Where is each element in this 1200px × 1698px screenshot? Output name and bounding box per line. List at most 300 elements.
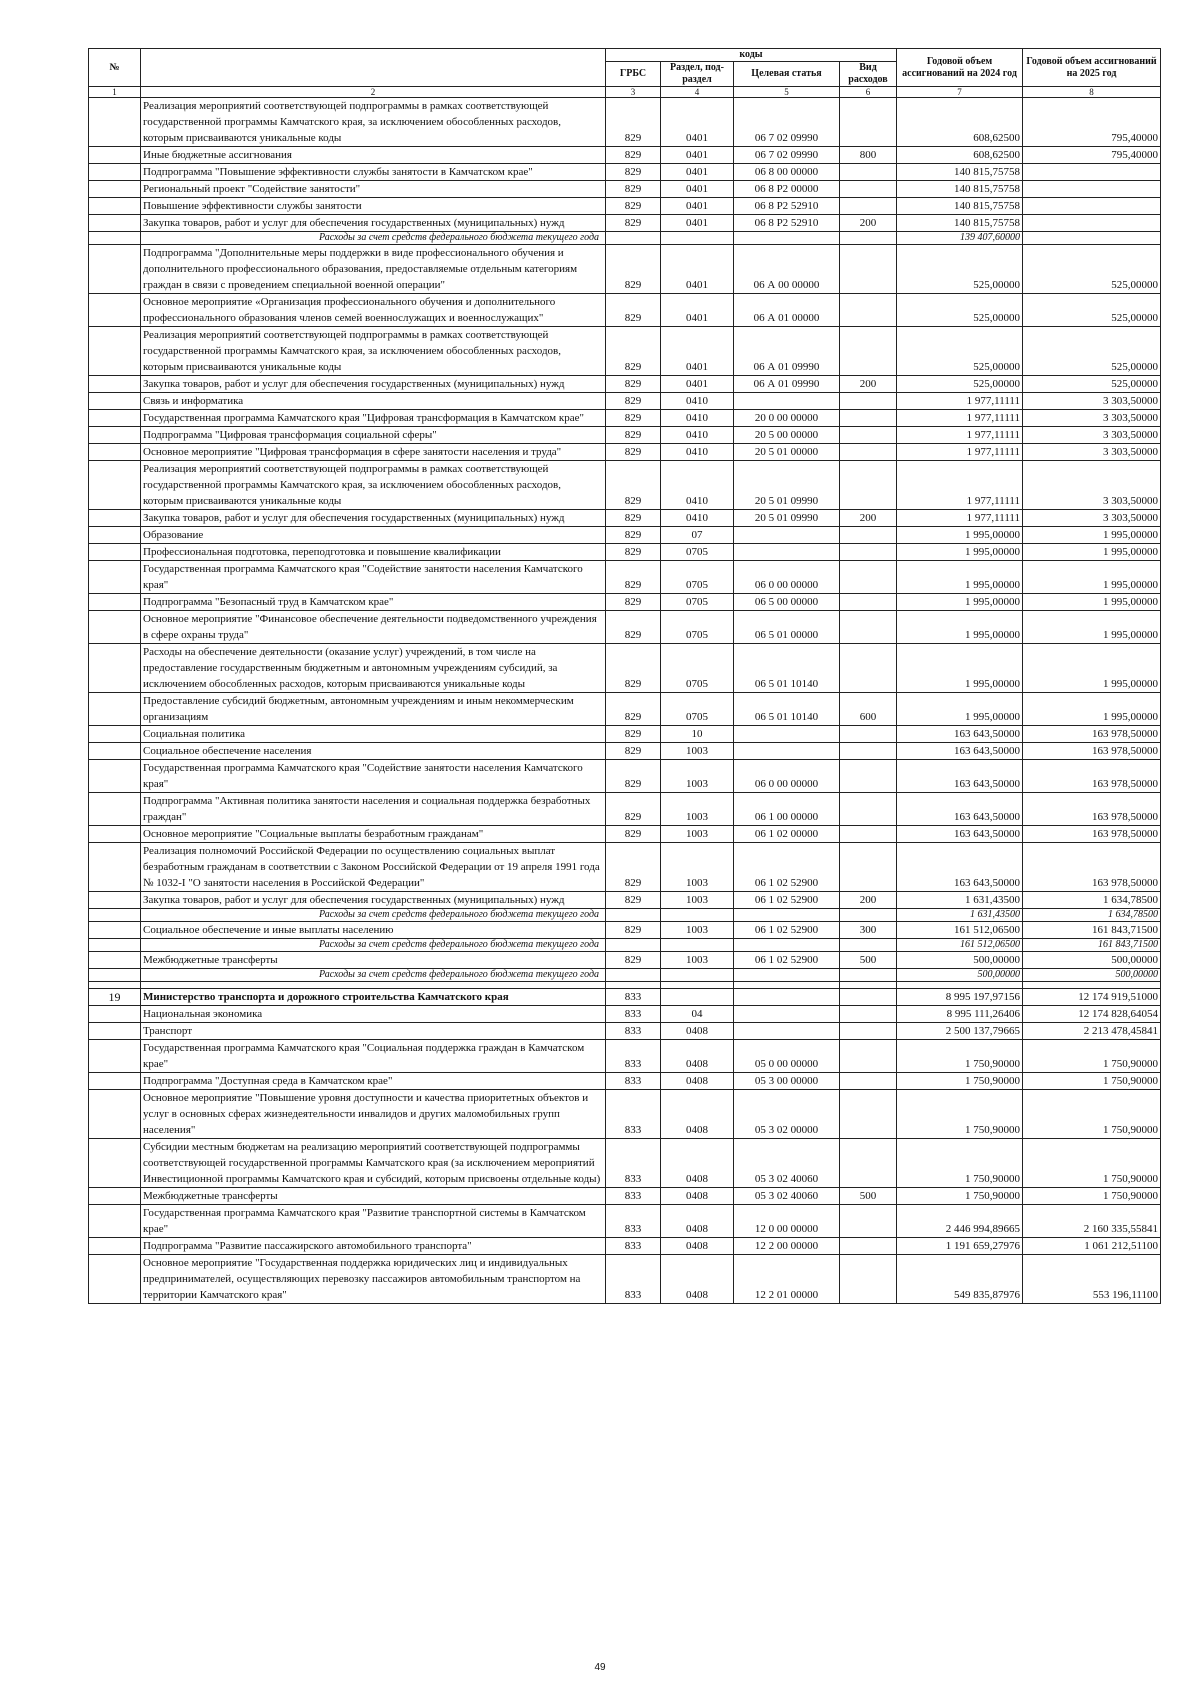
row-target [734,989,840,1006]
row-amount-2024: 1 631,43500 [897,909,1023,922]
row-amount-2024: 1 977,11111 [897,444,1023,461]
row-amount-2025: 1 750,90000 [1023,1090,1161,1139]
budget-table [88,48,1161,1304]
row-name: Основное мероприятие "Цифровая трансформация в сфере занятости населения и труда" [141,444,606,461]
row-amount-2025: 1 750,90000 [1023,1139,1161,1188]
row-grbs: 829 [606,826,661,843]
table-row [89,793,1161,826]
row-number [89,939,141,952]
row-target: 20 5 01 09990 [734,461,840,510]
row-amount-2024: 1 977,11111 [897,393,1023,410]
row-kind [840,1073,897,1090]
header-kind: Вид расходов [840,62,897,87]
row-section: 0401 [661,164,734,181]
row-kind [840,611,897,644]
row-amount-2025: 12 174 828,64054 [1023,1006,1161,1023]
row-amount-2025: 163 978,50000 [1023,826,1161,843]
row-grbs: 833 [606,1073,661,1090]
row-grbs: 829 [606,510,661,527]
header-2024: Годовой объем ассигнований на 2024 год [897,49,1023,87]
row-section: 0408 [661,1255,734,1304]
row-section [661,909,734,922]
row-kind [840,793,897,826]
row-section: 1003 [661,743,734,760]
row-target: 06 1 02 52900 [734,892,840,909]
row-name: Подпрограмма "Повышение эффективности службы занятости в Камчатском крае" [141,164,606,181]
spacer-cell [734,982,840,989]
table-row [89,410,1161,427]
table-row [89,726,1161,743]
row-target [734,393,840,410]
table-row [89,952,1161,969]
row-amount-2025 [1023,232,1161,245]
table-row [89,215,1161,232]
row-grbs [606,939,661,952]
row-amount-2025: 1 995,00000 [1023,594,1161,611]
header-grbs: ГРБС [606,62,661,87]
row-number [89,826,141,843]
row-amount-2024: 500,00000 [897,952,1023,969]
row-grbs: 829 [606,294,661,327]
header-index-7: 7 [897,87,1023,98]
row-kind [840,909,897,922]
header-index-2: 2 [141,87,606,98]
row-name: Расходы на обеспечение деятельности (оказание услуг) учреждений, в том числе на предоставление государственным бюджетным и автономным учреждениям субсидий, за исключением обособленных расходов, которым присваиваются уникальные коды [141,644,606,693]
row-target: 05 3 02 40060 [734,1188,840,1205]
table-row [89,98,1161,147]
row-name: Подпрограмма "Цифровая трансформация социальной сферы" [141,427,606,444]
row-kind: 300 [840,922,897,939]
row-grbs: 833 [606,989,661,1006]
row-grbs: 829 [606,892,661,909]
row-number [89,760,141,793]
row-kind [840,444,897,461]
row-amount-2025: 1 634,78500 [1023,892,1161,909]
row-kind [840,969,897,982]
row-amount-2024: 139 407,60000 [897,232,1023,245]
row-amount-2025: 1 634,78500 [1023,909,1161,922]
header-index-3: 3 [606,87,661,98]
row-target: 06 5 01 10140 [734,644,840,693]
row-kind [840,726,897,743]
row-name: Субсидии местным бюджетам на реализацию мероприятий соответствующей подпрограммы соответствующей государственной программы Камчатского края (за исключением мероприятий Инвестиционной программы Камчатского края и субсидий, которым присвоены отдельные коды) [141,1139,606,1188]
row-amount-2025: 2 160 335,55841 [1023,1205,1161,1238]
table-row [89,1040,1161,1073]
row-amount-2024: 525,00000 [897,327,1023,376]
row-amount-2025: 795,40000 [1023,147,1161,164]
row-amount-2025: 1 995,00000 [1023,693,1161,726]
row-amount-2025: 525,00000 [1023,245,1161,294]
row-name: Закупка товаров, работ и услуг для обеспечения государственных (муниципальных) нужд [141,892,606,909]
row-name: Предоставление субсидий бюджетным, автономным учреждениям и иным некоммерческим организациям [141,693,606,726]
row-kind [840,826,897,843]
row-amount-2024: 8 995 111,26406 [897,1006,1023,1023]
row-number [89,952,141,969]
row-number [89,164,141,181]
row-kind [840,1139,897,1188]
row-number [89,743,141,760]
table-row [89,164,1161,181]
table-row [89,245,1161,294]
federal-budget-row [89,939,1161,952]
table-row [89,843,1161,892]
row-section: 0705 [661,594,734,611]
row-amount-2024: 8 995 197,97156 [897,989,1023,1006]
row-kind: 800 [840,147,897,164]
row-amount-2025: 1 995,00000 [1023,561,1161,594]
row-section: 0401 [661,181,734,198]
row-grbs: 829 [606,444,661,461]
row-section: 0408 [661,1040,734,1073]
row-number [89,1188,141,1205]
row-kind [840,232,897,245]
row-number [89,245,141,294]
row-section: 0401 [661,294,734,327]
row-amount-2024: 161 512,06500 [897,922,1023,939]
row-number [89,1090,141,1139]
row-amount-2024: 1 750,90000 [897,1188,1023,1205]
row-name: Расходы за счет средств федерального бюджета текущего года [141,939,606,952]
row-section: 1003 [661,952,734,969]
page-number: 49 [594,1662,606,1673]
row-number [89,594,141,611]
row-target: 06 8 00 00000 [734,164,840,181]
spacer-cell [89,982,141,989]
row-amount-2025: 161 843,71500 [1023,922,1161,939]
row-target: 12 0 00 00000 [734,1205,840,1238]
row-target: 06 7 02 09990 [734,147,840,164]
row-section: 0408 [661,1205,734,1238]
row-target [734,544,840,561]
row-number [89,427,141,444]
table-row [89,294,1161,327]
row-name: Основное мероприятие "Государственная поддержка юридических лиц и индивидуальных предпринимателей, осуществляющих перевозку пассажиров автомобильным транспортом на территории Камчатского края" [141,1255,606,1304]
header-index-1: 1 [89,87,141,98]
row-name: Основное мероприятие "Финансовое обеспечение деятельности подведомственного учреждения в сфере охраны труда" [141,611,606,644]
row-section: 0410 [661,461,734,510]
row-amount-2025: 163 978,50000 [1023,743,1161,760]
row-section: 0410 [661,427,734,444]
row-kind [840,1090,897,1139]
table-row [89,444,1161,461]
row-kind [840,544,897,561]
row-name: Закупка товаров, работ и услуг для обеспечения государственных (муниципальных) нужд [141,376,606,393]
row-amount-2024: 1 191 659,27976 [897,1238,1023,1255]
row-section: 0401 [661,376,734,393]
row-grbs: 829 [606,843,661,892]
row-target: 06 А 01 09990 [734,327,840,376]
row-amount-2025: 1 995,00000 [1023,544,1161,561]
row-kind: 500 [840,952,897,969]
row-amount-2024: 163 643,50000 [897,726,1023,743]
row-kind [840,327,897,376]
row-grbs: 829 [606,427,661,444]
table-row [89,181,1161,198]
row-section: 1003 [661,892,734,909]
row-name: Расходы за счет средств федерального бюджета текущего года [141,232,606,245]
row-amount-2024: 1 977,11111 [897,410,1023,427]
row-amount-2024: 163 643,50000 [897,843,1023,892]
table-row [89,693,1161,726]
row-section: 0705 [661,561,734,594]
row-section: 0401 [661,215,734,232]
row-target: 12 2 00 00000 [734,1238,840,1255]
row-section: 1003 [661,760,734,793]
row-number [89,611,141,644]
row-target [734,743,840,760]
row-number [89,1073,141,1090]
header-index-5: 5 [734,87,840,98]
budget-table-sheet [88,48,1160,1304]
row-kind [840,760,897,793]
row-name: Закупка товаров, работ и услуг для обеспечения государственных (муниципальных) нужд [141,215,606,232]
row-amount-2024: 2 446 994,89665 [897,1205,1023,1238]
row-kind [840,1238,897,1255]
row-amount-2024: 163 643,50000 [897,760,1023,793]
row-kind [840,527,897,544]
table-row [89,743,1161,760]
row-kind [840,98,897,147]
row-target: 06 1 00 00000 [734,793,840,826]
row-section: 07 [661,527,734,544]
row-kind [840,989,897,1006]
row-number [89,892,141,909]
row-name: Иные бюджетные ассигнования [141,147,606,164]
row-number [89,1139,141,1188]
row-number: 19 [89,989,141,1006]
row-name: Социальное обеспечение населения [141,743,606,760]
row-number [89,147,141,164]
row-name: Реализация полномочий Российской Федерации по осуществлению социальных выплат безработным гражданам в соответствии с Законом Российской Федерации от 19 апреля 1991 года № 1032-I "О занятости населения в Российской Федерации" [141,843,606,892]
row-section: 0410 [661,444,734,461]
row-grbs: 829 [606,922,661,939]
row-amount-2024: 140 815,75758 [897,164,1023,181]
row-amount-2025: 1 995,00000 [1023,611,1161,644]
row-number [89,294,141,327]
row-kind [840,245,897,294]
table-row [89,561,1161,594]
row-grbs: 829 [606,793,661,826]
table-row [89,1090,1161,1139]
table-row [89,1238,1161,1255]
row-number [89,1205,141,1238]
row-amount-2025: 1 995,00000 [1023,644,1161,693]
row-target: 06 5 00 00000 [734,594,840,611]
row-grbs: 829 [606,726,661,743]
row-name: Подпрограмма "Безопасный труд в Камчатском крае" [141,594,606,611]
row-number [89,393,141,410]
row-amount-2024: 525,00000 [897,376,1023,393]
table-row [89,510,1161,527]
row-section: 1003 [661,843,734,892]
row-amount-2025: 3 303,50000 [1023,444,1161,461]
table-row [89,327,1161,376]
row-section: 04 [661,1006,734,1023]
row-section: 0410 [661,510,734,527]
row-target [734,1023,840,1040]
row-amount-2025: 1 750,90000 [1023,1188,1161,1205]
row-amount-2024: 1 977,11111 [897,427,1023,444]
row-amount-2025: 163 978,50000 [1023,726,1161,743]
row-section [661,989,734,1006]
row-amount-2025: 1 061 212,51100 [1023,1238,1161,1255]
row-target: 06 7 02 09990 [734,98,840,147]
table-row [89,376,1161,393]
row-number [89,561,141,594]
spacer-cell [606,982,661,989]
row-name: Подпрограмма "Активная политика занятости населения и социальная поддержка безработных граждан" [141,793,606,826]
row-kind [840,1023,897,1040]
row-amount-2024: 1 631,43500 [897,892,1023,909]
row-grbs: 833 [606,1090,661,1139]
table-row [89,1205,1161,1238]
row-grbs: 833 [606,1023,661,1040]
row-target: 06 0 00 00000 [734,760,840,793]
row-number [89,644,141,693]
table-row [89,922,1161,939]
row-amount-2024: 163 643,50000 [897,793,1023,826]
table-row [89,198,1161,215]
row-amount-2024: 140 815,75758 [897,181,1023,198]
row-target: 06 8 P2 00000 [734,181,840,198]
row-amount-2024: 1 995,00000 [897,544,1023,561]
row-grbs: 829 [606,215,661,232]
row-section: 0408 [661,1090,734,1139]
row-kind [840,410,897,427]
table-row [89,989,1161,1006]
table-row [89,461,1161,510]
row-amount-2024: 1 995,00000 [897,693,1023,726]
row-kind: 200 [840,510,897,527]
row-number [89,181,141,198]
row-amount-2025: 3 303,50000 [1023,461,1161,510]
row-section: 0401 [661,198,734,215]
budget-table-body [89,98,1161,1304]
row-amount-2024: 1 995,00000 [897,561,1023,594]
row-section: 0705 [661,544,734,561]
row-name: Основное мероприятие "Повышение уровня доступности и качества приоритетных объектов и услуг в основных сферах жизнедеятельности инвалидов и других маломобильных групп населения" [141,1090,606,1139]
federal-budget-row [89,969,1161,982]
row-kind [840,461,897,510]
table-row [89,1139,1161,1188]
row-number [89,461,141,510]
row-name: Подпрограмма "Дополнительные меры поддержки в виде профессионального обучения и дополнительного профессионального образования, предоставляемые отдельным категориям граждан в связи с проведением специальной военной операции" [141,245,606,294]
row-grbs [606,232,661,245]
row-target [734,969,840,982]
row-section: 0401 [661,147,734,164]
header-no: № [89,49,141,87]
row-number [89,327,141,376]
row-grbs [606,969,661,982]
row-kind [840,1255,897,1304]
row-target: 06 А 01 09990 [734,376,840,393]
row-amount-2025: 3 303,50000 [1023,410,1161,427]
row-amount-2024: 140 815,75758 [897,198,1023,215]
row-amount-2025: 1 995,00000 [1023,527,1161,544]
row-number [89,376,141,393]
row-amount-2024: 1 977,11111 [897,461,1023,510]
row-grbs: 829 [606,594,661,611]
row-amount-2025: 3 303,50000 [1023,393,1161,410]
row-grbs: 829 [606,245,661,294]
federal-budget-row [89,909,1161,922]
row-grbs: 833 [606,1006,661,1023]
row-amount-2024: 608,62500 [897,147,1023,164]
row-grbs: 829 [606,461,661,510]
row-grbs: 833 [606,1255,661,1304]
table-row [89,1006,1161,1023]
row-target [734,1006,840,1023]
spacer-cell [1023,982,1161,989]
row-grbs: 829 [606,561,661,594]
table-row [89,644,1161,693]
row-amount-2025: 161 843,71500 [1023,939,1161,952]
row-number [89,1006,141,1023]
row-kind [840,181,897,198]
spacer-cell [661,982,734,989]
row-amount-2025: 795,40000 [1023,98,1161,147]
row-amount-2025: 1 750,90000 [1023,1040,1161,1073]
table-row [89,427,1161,444]
table-row [89,393,1161,410]
row-name: Министерство транспорта и дорожного строительства Камчатского края [141,989,606,1006]
row-grbs: 829 [606,410,661,427]
row-grbs: 829 [606,376,661,393]
row-grbs: 833 [606,1040,661,1073]
row-amount-2024: 525,00000 [897,245,1023,294]
row-amount-2024: 525,00000 [897,294,1023,327]
row-number [89,1238,141,1255]
row-amount-2024: 1 977,11111 [897,510,1023,527]
row-amount-2025: 2 213 478,45841 [1023,1023,1161,1040]
row-kind [840,939,897,952]
row-number [89,544,141,561]
row-target: 05 3 02 40060 [734,1139,840,1188]
row-number [89,909,141,922]
row-target: 12 2 01 00000 [734,1255,840,1304]
row-number [89,1023,141,1040]
header-index-4: 4 [661,87,734,98]
row-amount-2025: 525,00000 [1023,294,1161,327]
row-name: Государственная программа Камчатского края "Содействие занятости населения Камчатского края" [141,760,606,793]
row-kind: 500 [840,1188,897,1205]
table-row [89,527,1161,544]
row-amount-2025: 3 303,50000 [1023,510,1161,527]
table-row [89,760,1161,793]
row-kind [840,1006,897,1023]
row-name: Подпрограмма "Доступная среда в Камчатском крае" [141,1073,606,1090]
row-grbs: 833 [606,1238,661,1255]
row-target: 06 1 02 52900 [734,952,840,969]
row-amount-2024: 140 815,75758 [897,215,1023,232]
header-index-8: 8 [1023,87,1161,98]
row-kind [840,1040,897,1073]
row-section: 0408 [661,1073,734,1090]
federal-budget-row [89,232,1161,245]
row-name: Социальное обеспечение и иные выплаты населению [141,922,606,939]
row-target: 05 3 02 00000 [734,1090,840,1139]
row-name: Социальная политика [141,726,606,743]
row-amount-2025: 500,00000 [1023,969,1161,982]
row-target: 06 А 00 00000 [734,245,840,294]
row-number [89,922,141,939]
row-section [661,969,734,982]
row-amount-2024: 1 750,90000 [897,1073,1023,1090]
spacer-cell [840,982,897,989]
row-amount-2024: 1 995,00000 [897,527,1023,544]
header-2025: Годовой объем ассигнований на 2025 год [1023,49,1161,87]
row-amount-2025 [1023,164,1161,181]
